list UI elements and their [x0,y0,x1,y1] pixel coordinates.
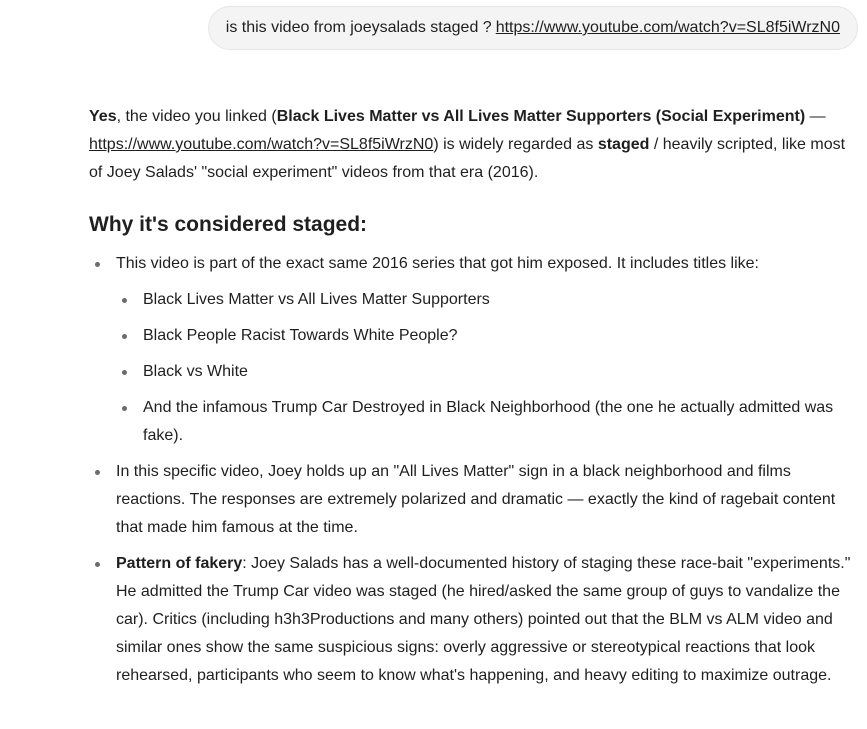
list-item-text: : Joey Salads has a well-documented history of staging these race-bait "experiments." He admitted the Trump Car video was staged (he hired/asked the same group of guys to vandalize the car). Critics (including h3h3Productions and many others) pointed out that the BLM vs ALM video and similar ones show the same suspicious signs: overly aggressive or stereotypical reactions that look rehearsed, participants who seem to know what's happening, and heavy editing to maximize outrage. [116,555,851,684]
answer-intro-dash: — [805,108,826,125]
section-heading: Why it's considered staged: [89,213,368,236]
bullet-icon [122,334,127,339]
answer-intro-text-2: ) is widely regarded as [433,136,598,153]
list-item-text: Black vs White [143,363,248,380]
list-item [89,250,859,450]
list-item-text: And the infamous Trump Car Destroyed in Black Neighborhood (the one he actually admitted was fake). [143,399,834,444]
list-item [116,322,859,350]
user-message-link[interactable]: https://www.youtube.com/watch?v=SL8f5iWrzN0 [495,19,840,36]
answer-intro-text-3: / heavily scripted, like most of Joey Salads' "social experiment" videos from that era (2016). [89,136,846,181]
list-item [116,358,859,386]
answer-intro [89,103,859,187]
list-item-text: This video is part of the exact same 2016 series that got him exposed. It includes titles like: [116,255,759,272]
answer-yes: Yes [89,108,117,125]
bullet-icon [122,406,127,411]
list-item-text: Black Lives Matter vs All Lives Matter Supporters [143,291,490,308]
list-item-bold: Pattern of fakery [116,555,243,572]
list-item [89,458,859,542]
list-item [116,394,859,450]
list-item-text: Black People Racist Towards White People? [143,327,458,344]
assistant-answer [89,103,859,187]
video-titles-list [116,286,859,450]
reasons-list [89,250,859,698]
bullet-icon [95,562,100,567]
bullet-icon [95,262,100,267]
user-message-text: is this video from joeysalads staged ? [225,19,492,36]
answer-staged: staged [597,136,650,153]
list-item-text: In this specific video, Joey holds up an "All Lives Matter" sign in a black neighborhood and films reactions. The responses are extremely polarized and dramatic — exactly the kind of ragebait content that made him famous at the time. [116,463,836,536]
list-item [116,286,859,314]
bullet-icon [122,298,127,303]
answer-video-link[interactable]: https://www.youtube.com/watch?v=SL8f5iWrzN0 [89,136,434,153]
bullet-icon [95,470,100,475]
bullet-icon [122,370,127,375]
user-message-bubble [208,6,858,50]
video-title: Black Lives Matter vs All Lives Matter Supporters (Social Experiment) [276,108,806,125]
list-item [89,550,859,690]
answer-intro-text-1: , the video you linked ( [116,108,277,125]
